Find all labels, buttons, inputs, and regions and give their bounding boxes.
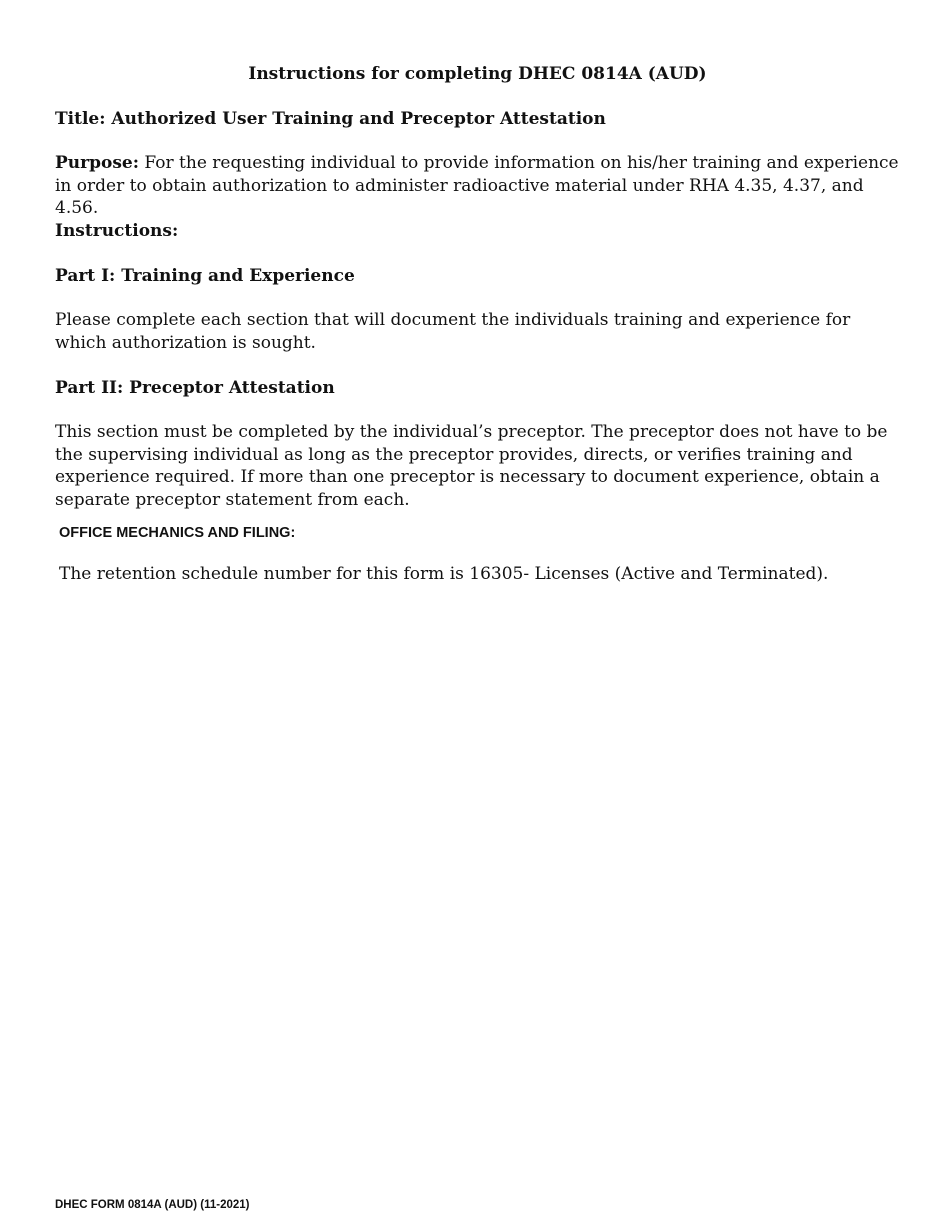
form-title: Title: Authorized User Training and Preceptor Attestation	[55, 109, 606, 129]
retention-schedule-text: The retention schedule number for this form is 16305- Licenses (Active and Terminated).	[59, 564, 829, 584]
document-heading: Instructions for completing DHEC 0814A (AUD)	[248, 64, 707, 84]
part2-heading: Part II: Preceptor Attestation	[55, 378, 335, 398]
form-footer: DHEC FORM 0814A (AUD) (11-2021)	[55, 1199, 250, 1211]
purpose-paragraph	[55, 152, 900, 220]
part2-body: This section must be completed by the individual’s preceptor. The preceptor does not have to be the supervising individual as long as the preceptor provides, directs, or verifies training and experience required. If more than one preceptor is necessary to document experience, obtain a separate preceptor statement from each.	[55, 422, 888, 510]
part1-body: Please complete each section that will document the individuals training and experience for which authorization is sought.	[55, 310, 851, 353]
part1-heading: Part I: Training and Experience	[55, 266, 355, 286]
purpose-text: For the requesting individual to provide information on his/her training and experience in order to obtain authorization to administer radioactive material under RHA 4.35, 4.37, and 4.56.	[55, 153, 899, 218]
office-mechanics-heading: OFFICE MECHANICS AND FILING:	[59, 525, 296, 541]
purpose-label: Purpose:	[55, 153, 139, 173]
instructions-heading: Instructions:	[55, 221, 179, 241]
